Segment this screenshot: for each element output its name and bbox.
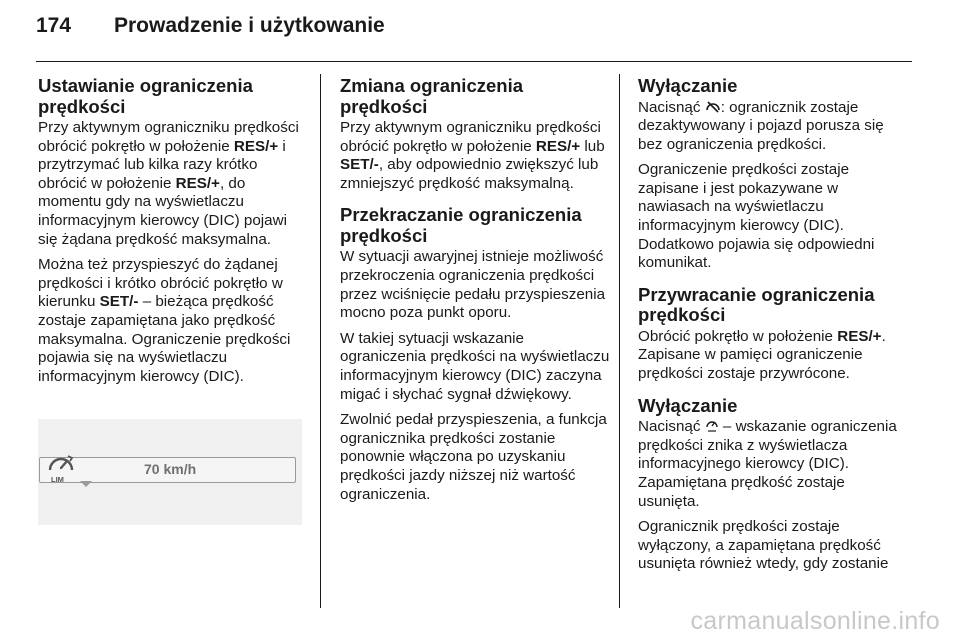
section-heading: Wyłączanie xyxy=(638,394,738,416)
watermark: carmanualsonline.info xyxy=(690,607,940,635)
paragraph: Ograniczenie prędkości zostaje zapisane i jest pokazywane w nawiasach na wyświetlaczu informacyjnym kierowcy (DIC). Dodatkowo pojawia się odpowiedni komunikat. xyxy=(638,161,875,272)
section-heading: Przekraczanie ograniczenia prędkości xyxy=(340,204,582,246)
paragraph: Zwolnić pedał przyspieszenia, a funkcja ogranicznika prędkości zostanie ponownie włączona po uzyskaniu prędkości jazdy niższej niż wartość ograniczenia. xyxy=(340,411,607,503)
dic-speed-value: 70 km/h xyxy=(144,461,197,477)
dic-display-illustration xyxy=(38,419,302,525)
section-restore-limit xyxy=(638,285,910,384)
section-deactivate xyxy=(638,76,910,273)
column-3 xyxy=(638,76,910,586)
cancel-limiter-icon xyxy=(705,100,721,114)
column-divider xyxy=(619,74,620,608)
paragraph: Obrócić pokrętło w położenie RES/+. Zapisane w pamięci ograniczenie prędkości zostaje przywrócone. xyxy=(638,327,886,383)
paragraph: Przy aktywnym ograniczniku prędkości obrócić pokrętło w położenie RES/+ lub SET/-, aby odpowiednio zwiększyć lub zmniejszyć prędkość maksymalną. xyxy=(340,119,605,192)
paragraph: W takiej sytuacji wskazanie ograniczenia prędkości na wyświetlaczu informacyjnym kierowcy (DIC) zaczyna migać i słychać sygnał dźwiękowy. xyxy=(340,329,610,403)
section-heading: Przywracanie ograniczenia prędkości xyxy=(638,283,875,326)
paragraph: Nacisnąć – wskazanie ograniczenia prędkości znika z wyświetlacza informacyjnego kierowcy (DIC). Zapamiętana prędkość zostaje usunięta. xyxy=(638,418,897,510)
paragraph: W sytuacji awaryjnej istnieje możliwość przekroczenia ograniczenia prędkości przez wciśnięcie pedału przyspieszenia mocno poza punkt oporu. xyxy=(340,248,606,322)
page-number: 174 xyxy=(36,14,72,37)
dic-icon-label: LIM xyxy=(51,475,64,484)
column-divider xyxy=(320,74,321,608)
paragraph: Można też przyspieszyć do żądanej prędkości i krótko obrócić pokrętło w kierunku SET/- – bieżąca prędkość zostaje zapamiętana jako prędkość maksymalna. Ograniczenie prędkości pojawia się na wyświetlaczu informacyjnym kierowcy (DIC). xyxy=(38,256,291,385)
section-heading: Zmiana ograniczenia prędkości xyxy=(340,75,523,117)
column-1 xyxy=(38,76,308,393)
column-2 xyxy=(340,76,610,516)
section-change-limit xyxy=(340,76,610,193)
page-header xyxy=(36,14,912,48)
section-heading: Ustawianie ograniczenia prędkości xyxy=(38,75,253,117)
speed-limiter-icon xyxy=(45,452,79,484)
section-exceed-limit xyxy=(340,205,610,504)
header-rule xyxy=(36,61,912,62)
paragraph: Nacisnąć : ogranicznik zostaje dezaktywowany i pojazd porusza się bez ograniczenia prędkości. xyxy=(638,98,884,153)
section-switch-off xyxy=(638,396,910,574)
section-heading: Wyłączanie xyxy=(638,75,738,96)
page-title: Prowadzenie i użytkowanie xyxy=(114,14,385,37)
paragraph: Ogranicznik prędkości zostaje wyłączony, a zapamiętana prędkość usunięta również wtedy, gdy zostanie xyxy=(638,518,889,573)
speed-limiter-button-icon xyxy=(705,418,719,433)
paragraph: Przy aktywnym ograniczniku prędkości obrócić pokrętło w położenie RES/+ i przytrzymać lub kilka razy krótko obrócić w położenie RES/+, do momentu gdy na wyświetlaczu informacyjnym kierowcy (DIC) pojawi się żądana prędkość maksymalna. xyxy=(38,119,299,248)
dic-notch xyxy=(80,481,92,487)
